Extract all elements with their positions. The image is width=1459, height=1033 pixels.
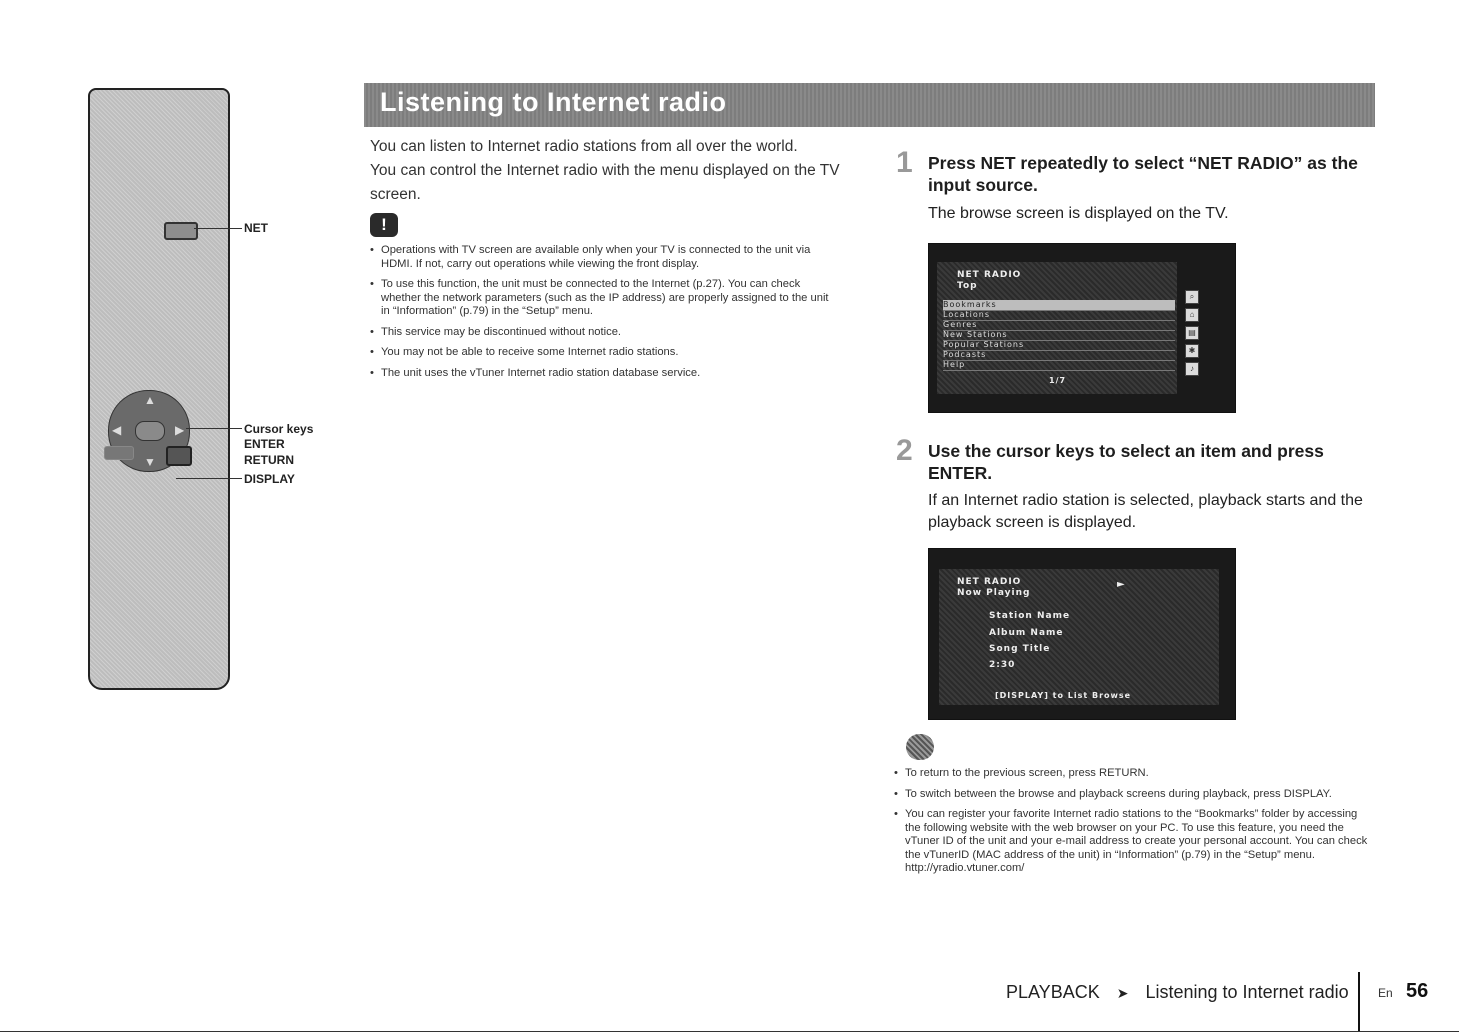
browse-source: NET RADIO <box>957 270 1022 280</box>
hint-note: • You can register your favorite Internet radio stations to the “Bookmarks” folder by accessing the following website with the web browser on your PC. To use this feature, you need the vTuner ID of the unit and your e-mail address to create your personal account. You can check the vTunerID (MAC address of the unit) in “Information” (p.79) in the “Setup” menu. http://yradio.vtuner.com/ <box>894 808 1372 876</box>
search-icon: ⌕ <box>1185 290 1199 304</box>
caution-note: • You may not be able to receive some Internet radio stations. <box>370 346 836 360</box>
enter-callout-label: ENTER <box>244 437 285 451</box>
song-title: Song Title <box>989 644 1051 654</box>
bookmark-icon: ▤ <box>1185 326 1199 340</box>
caution-icon: ! <box>370 213 398 237</box>
step-1-number: 1 <box>896 146 913 179</box>
menu-item-help: Help <box>943 360 1175 371</box>
menu-item-popular-stations: Popular Stations <box>943 340 1175 351</box>
net-button <box>164 222 198 240</box>
menu-item-new-stations: New Stations <box>943 330 1175 341</box>
cursor-right-icon: ▶ <box>175 423 185 437</box>
station-name: Station Name <box>989 611 1071 621</box>
cursor-callout-line <box>186 428 242 429</box>
menu-item-podcasts: Podcasts <box>943 350 1175 361</box>
bottom-rule <box>0 1031 1459 1032</box>
return-callout-label: RETURN <box>244 453 294 467</box>
cursor-down-icon: ▼ <box>144 455 156 469</box>
browse-page-indicator: 1/7 <box>1049 376 1067 385</box>
footer-topic: Listening to Internet radio <box>1145 982 1349 1002</box>
playback-source: NET RADIO <box>957 577 1022 587</box>
playback-screen <box>928 548 1236 720</box>
album-name: Album Name <box>989 628 1064 638</box>
cursor-up-icon: ▲ <box>144 393 156 407</box>
menu-item-genres: Genres <box>943 320 1175 331</box>
step-2-body: If an Internet radio station is selected, playback starts and the playback screen is displayed. <box>928 492 1363 531</box>
hint-note: • To switch between the browse and playback screens during playback, press DISPLAY. <box>894 788 1372 802</box>
elapsed-time: 2:30 <box>989 660 1016 670</box>
display-callout-line <box>176 478 242 479</box>
intro-line-1: You can listen to Internet radio stations from all over the world. <box>370 138 798 155</box>
page-title: Listening to Internet radio <box>380 87 727 117</box>
intro-line-2: You can control the Internet radio with the menu displayed on the TV screen. <box>370 162 840 203</box>
caution-note: • To use this function, the unit must be connected to the Internet (p.27). You can check whether the network parameters (such as the IP address) are properly assigned to the unit in “Information” (p.79) in the “Setup” menu. <box>370 278 836 319</box>
cursor-left-icon: ◀ <box>112 423 122 437</box>
display-button <box>166 446 192 466</box>
display-callout-label: DISPLAY <box>244 472 295 486</box>
settings-icon: ✱ <box>1185 344 1199 358</box>
remote-control-illustration <box>88 88 230 690</box>
return-button <box>104 446 134 460</box>
home-icon: ⌂ <box>1185 308 1199 322</box>
footer-divider <box>1358 972 1360 1032</box>
hint-icon <box>906 734 934 760</box>
step-2-heading: Use the cursor keys to select an item and press ENTER. <box>928 441 1324 483</box>
page-number: 56 <box>1406 980 1429 1002</box>
step-2-number: 2 <box>896 434 913 467</box>
caution-note: • Operations with TV screen are available only when your TV is connected to the unit via HDMI. If not, carry out operations while viewing the front display. <box>370 244 836 271</box>
browse-screen <box>928 243 1236 413</box>
net-callout-line <box>194 228 242 229</box>
hint-notes <box>894 767 1372 883</box>
browse-level: Top <box>957 281 978 291</box>
caution-notes <box>370 244 836 387</box>
footer-section: PLAYBACK <box>1006 982 1100 1002</box>
play-icon: ► <box>1117 579 1126 590</box>
hint-note: • To return to the previous screen, press RETURN. <box>894 767 1372 781</box>
step-1-body: The browse screen is displayed on the TV. <box>928 205 1229 222</box>
cursor-callout-label: Cursor keys <box>244 422 314 436</box>
footer-breadcrumb <box>1006 982 1349 1003</box>
footer-arrow-icon: ➤ <box>1116 985 1129 1001</box>
net-callout-label: NET <box>244 221 268 235</box>
section-header <box>364 83 1375 127</box>
now-playing-icon: ♪ <box>1185 362 1199 376</box>
footer-language: En <box>1378 986 1393 1000</box>
menu-item-bookmarks: Bookmarks <box>943 300 1175 311</box>
display-hint: [DISPLAY] to List Browse <box>995 691 1132 700</box>
caution-note: • The unit uses the vTuner Internet radio station database service. <box>370 367 836 381</box>
menu-item-locations: Locations <box>943 310 1175 321</box>
step-1-heading: Press NET repeatedly to select “NET RADIO” as the input source. <box>928 153 1358 195</box>
playback-state: Now Playing <box>957 588 1031 598</box>
caution-note: • This service may be discontinued without notice. <box>370 326 836 340</box>
enter-button <box>135 421 165 441</box>
